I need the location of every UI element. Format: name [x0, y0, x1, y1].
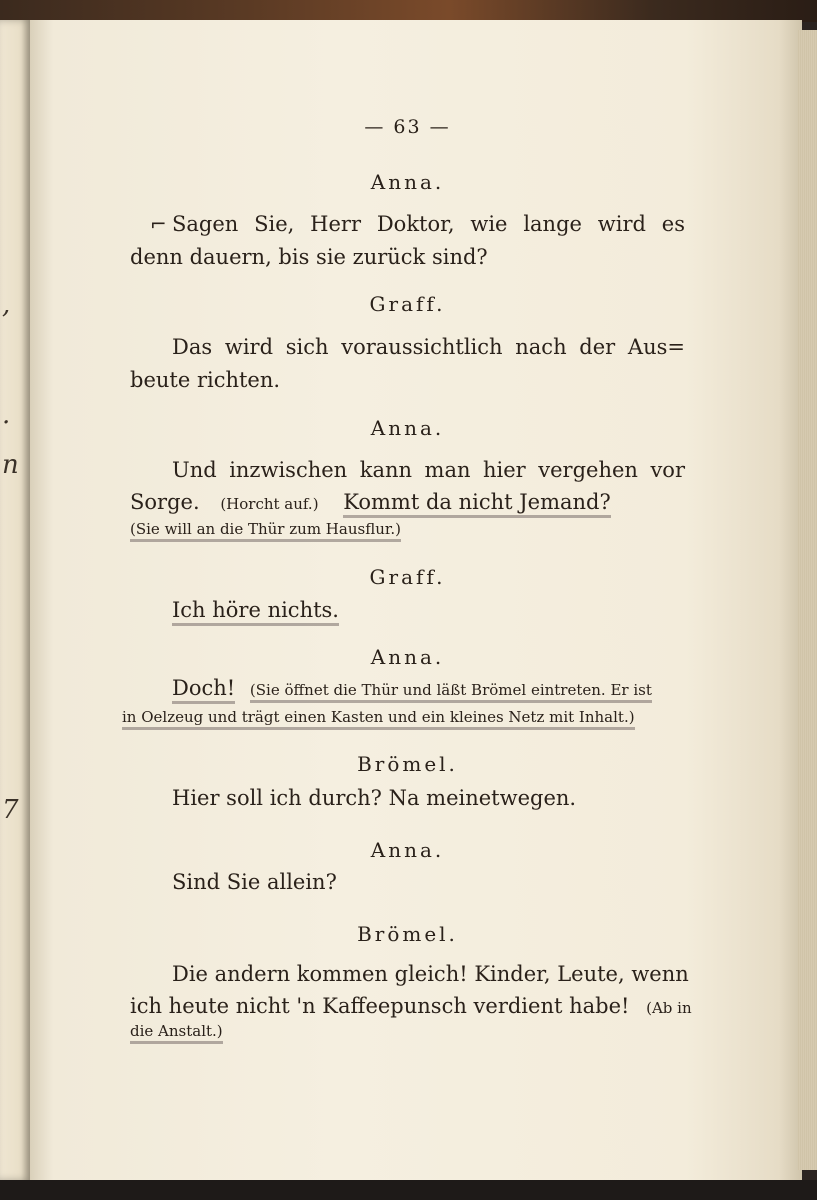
stage-direction: (Ab in	[646, 999, 692, 1017]
text-line: Sind Sie allein?	[172, 870, 337, 894]
margin-mark: 7	[2, 795, 19, 825]
speaker-name: Anna.	[370, 645, 445, 669]
speaker-name: Graff.	[369, 565, 446, 589]
stage-direction: (Sie will an die Thür zum Hausflur.)	[130, 520, 401, 542]
text-line: Hier soll ich durch? Na meinetwegen.	[172, 786, 577, 810]
stage-direction: in Oelzeug und trägt einen Kasten und ein kleines Netz mit Inhalt.)	[122, 708, 677, 726]
margin-mark: ,	[2, 290, 11, 320]
speaker-name: Graff.	[369, 292, 446, 316]
left-page-edge	[0, 20, 30, 1180]
book-page	[30, 20, 802, 1180]
speaker-name: Brömel.	[357, 752, 458, 776]
text-line: Doch! (Sie öffnet die Thür und läßt Brömel eintreten. Er ist	[130, 676, 685, 700]
speaker-name: Anna.	[370, 170, 445, 194]
page-number: — 63 —	[364, 116, 451, 138]
correction-mark-icon: ⌐	[150, 212, 167, 236]
text-line: beute richten.	[130, 368, 281, 392]
speaker-name: Anna.	[370, 416, 445, 440]
text-line: Die andern kommen gleich! Kinder, Leute, wenn	[172, 962, 689, 986]
speaker-name: Anna.	[370, 838, 445, 862]
text-line: Das wird sich voraussichtlich nach der Aus=	[172, 335, 685, 359]
text-line: ⌐ Sagen Sie, Herr Doktor, wie lange wird es	[150, 212, 685, 236]
margin-mark: .	[2, 400, 11, 430]
text-line: ich heute nicht 'n Kaffeepunsch verdient habe! (Ab in	[130, 994, 692, 1018]
book-bottom-edge	[0, 1180, 817, 1200]
text-line: Ich höre nichts.	[130, 598, 685, 622]
speaker-name: Brömel.	[357, 922, 458, 946]
stage-direction: (Horcht auf.)	[220, 495, 319, 513]
stage-direction: (Sie öffnet die Thür und läßt Brömel eintreten. Er ist	[250, 681, 652, 703]
book-cover-top	[0, 0, 817, 22]
stage-direction: die Anstalt.)	[130, 1022, 685, 1040]
page-edge	[798, 30, 817, 1170]
margin-mark: n	[2, 450, 19, 480]
text-line: Sorge. (Horcht auf.) Kommt da nicht Jemand?	[130, 490, 685, 514]
text-line: denn dauern, bis sie zurück sind?	[130, 245, 488, 269]
text-line: Und inzwischen kann man hier vergehen vor	[172, 458, 685, 482]
